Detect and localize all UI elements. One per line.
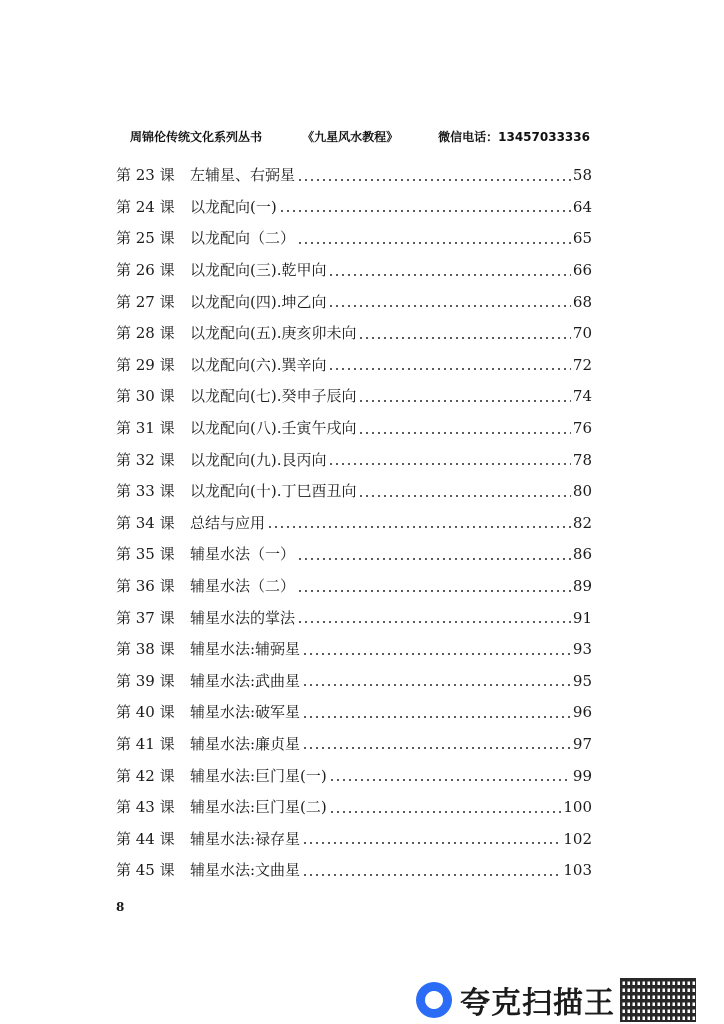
toc-page-number: 102 [563,829,592,848]
toc-lesson-number: 第 33 课 [116,482,175,501]
toc-lesson-title: 以龙配向（二） [190,229,296,248]
toc-leader-dots [297,179,571,181]
toc-row [116,160,592,192]
toc-leader-dots [329,779,571,781]
book-title: 《九星风水教程》 [302,129,399,144]
toc-leader-dots [358,495,570,497]
scanner-logo-icon [416,982,452,1018]
toc-lesson-number: 第 40 课 [116,703,175,722]
toc-leader-dots [302,874,561,876]
toc-leader-dots [302,842,561,844]
toc-leader-dots [302,684,571,686]
toc-page-number: 96 [572,703,592,722]
toc-row [116,508,592,540]
toc-row [116,286,592,318]
toc-lesson-title: 以龙配向(七).癸申子辰向 [190,387,357,406]
toc-lesson-number: 第 32 课 [116,450,175,469]
toc-page-number: 78 [572,450,592,469]
toc-leader-dots [302,747,571,749]
toc-lesson-number: 第 45 课 [116,861,175,880]
toc-leader-dots [267,526,571,528]
toc-leader-dots [328,368,570,370]
toc-lesson-number: 第 25 课 [116,229,175,248]
toc-row [116,255,592,287]
toc-lesson-title: 辅星水法:禄存星 [190,829,301,848]
toc-page-number: 99 [572,766,592,785]
table-of-contents [116,160,592,887]
toc-row [116,444,592,476]
toc-lesson-number: 第 44 课 [116,829,175,848]
toc-lesson-title: 以龙配向(一) [190,197,277,216]
toc-lesson-title: 以龙配向(五).庚亥卯未向 [190,324,357,343]
toc-lesson-number: 第 27 课 [116,292,175,311]
toc-row [116,729,592,761]
toc-leader-dots [297,242,571,244]
toc-lesson-number: 第 28 课 [116,324,175,343]
toc-row [116,539,592,571]
running-header [130,126,590,146]
toc-page-number: 89 [572,577,592,596]
toc-page-number: 100 [563,798,592,817]
series-title: 周锦伦传统文化系列丛书 [130,129,263,144]
toc-leader-dots [297,590,571,592]
toc-leader-dots [279,210,571,212]
toc-lesson-title: 辅星水法:巨门星(一) [190,766,327,785]
toc-lesson-number: 第 39 课 [116,671,175,690]
toc-lesson-number: 第 26 课 [116,261,175,280]
toc-page-number: 64 [572,197,592,216]
toc-lesson-title: 辅星水法:辅弼星 [190,640,301,659]
toc-leader-dots [297,558,571,560]
toc-row [116,223,592,255]
toc-row [116,381,592,413]
toc-lesson-number: 第 41 课 [116,734,175,753]
toc-page-number: 93 [572,640,592,659]
toc-lesson-title: 以龙配向(八).壬寅午戌向 [190,419,357,438]
toc-leader-dots [302,716,571,718]
toc-page-number: 66 [572,261,592,280]
toc-lesson-number: 第 43 课 [116,798,175,817]
toc-row [116,350,592,382]
toc-page-number: 72 [572,355,592,374]
toc-row [116,192,592,224]
toc-row [116,476,592,508]
toc-lesson-number: 第 29 课 [116,355,175,374]
toc-lesson-title: 辅星水法:廉贞星 [190,734,301,753]
toc-lesson-title: 辅星水法:破军星 [190,703,301,722]
qr-code-icon [620,978,696,1022]
toc-page-number: 80 [572,482,592,501]
toc-lesson-number: 第 24 课 [116,197,175,216]
toc-row [116,760,592,792]
toc-page-number: 95 [572,671,592,690]
toc-page-number: 68 [572,292,592,311]
toc-page-number: 91 [572,608,592,627]
toc-lesson-title: 左辅星、右弼星 [190,166,296,185]
toc-leader-dots [297,621,571,623]
toc-page-number: 76 [572,419,592,438]
toc-lesson-title: 以龙配向(十).丁巳酉丑向 [190,482,357,501]
toc-row [116,823,592,855]
toc-lesson-title: 以龙配向(三).乾甲向 [190,261,327,280]
toc-page-number: 97 [572,734,592,753]
toc-page-number: 58 [572,166,592,185]
scanner-brand-text: 夸克扫描王 [460,986,615,1021]
toc-lesson-number: 第 36 课 [116,577,175,596]
toc-row [116,634,592,666]
toc-lesson-title: 辅星水法（二） [190,577,296,596]
toc-lesson-number: 第 37 课 [116,608,175,627]
toc-lesson-title: 以龙配向(四).坤乙向 [190,292,327,311]
contact-info: 微信电话：13457033336 [438,129,590,144]
toc-row [116,855,592,887]
toc-lesson-title: 辅星水法（一） [190,545,296,564]
toc-lesson-number: 第 30 课 [116,387,175,406]
toc-page-number: 70 [572,324,592,343]
toc-leader-dots [328,305,570,307]
toc-leader-dots [358,337,570,339]
toc-lesson-number: 第 23 课 [116,166,175,185]
toc-lesson-title: 辅星水法:巨门星(二) [190,798,327,817]
toc-page-number: 82 [572,513,592,532]
scanner-watermark [416,976,716,1024]
toc-row [116,318,592,350]
toc-lesson-number: 第 38 课 [116,640,175,659]
toc-row [116,792,592,824]
toc-page-number: 86 [572,545,592,564]
page-number: 8 [116,900,125,914]
toc-page-number: 103 [563,861,592,880]
toc-lesson-title: 以龙配向(六).巽辛向 [190,355,327,374]
toc-row [116,413,592,445]
toc-row [116,697,592,729]
toc-lesson-title: 辅星水法:文曲星 [190,861,301,880]
toc-page-number: 74 [572,387,592,406]
toc-lesson-number: 第 34 课 [116,513,175,532]
toc-lesson-title: 总结与应用 [190,513,266,532]
toc-leader-dots [358,400,570,402]
toc-lesson-number: 第 31 课 [116,419,175,438]
toc-leader-dots [302,653,571,655]
toc-leader-dots [328,463,570,465]
toc-lesson-title: 辅星水法:武曲星 [190,671,301,690]
toc-lesson-title: 以龙配向(九).艮丙向 [190,450,327,469]
toc-lesson-number: 第 42 课 [116,766,175,785]
toc-lesson-title: 辅星水法的掌法 [190,608,296,627]
toc-leader-dots [358,432,570,434]
toc-row [116,571,592,603]
toc-lesson-number: 第 35 课 [116,545,175,564]
toc-row [116,666,592,698]
toc-leader-dots [329,811,562,813]
toc-page-number: 65 [572,229,592,248]
toc-row [116,602,592,634]
toc-leader-dots [328,274,570,276]
